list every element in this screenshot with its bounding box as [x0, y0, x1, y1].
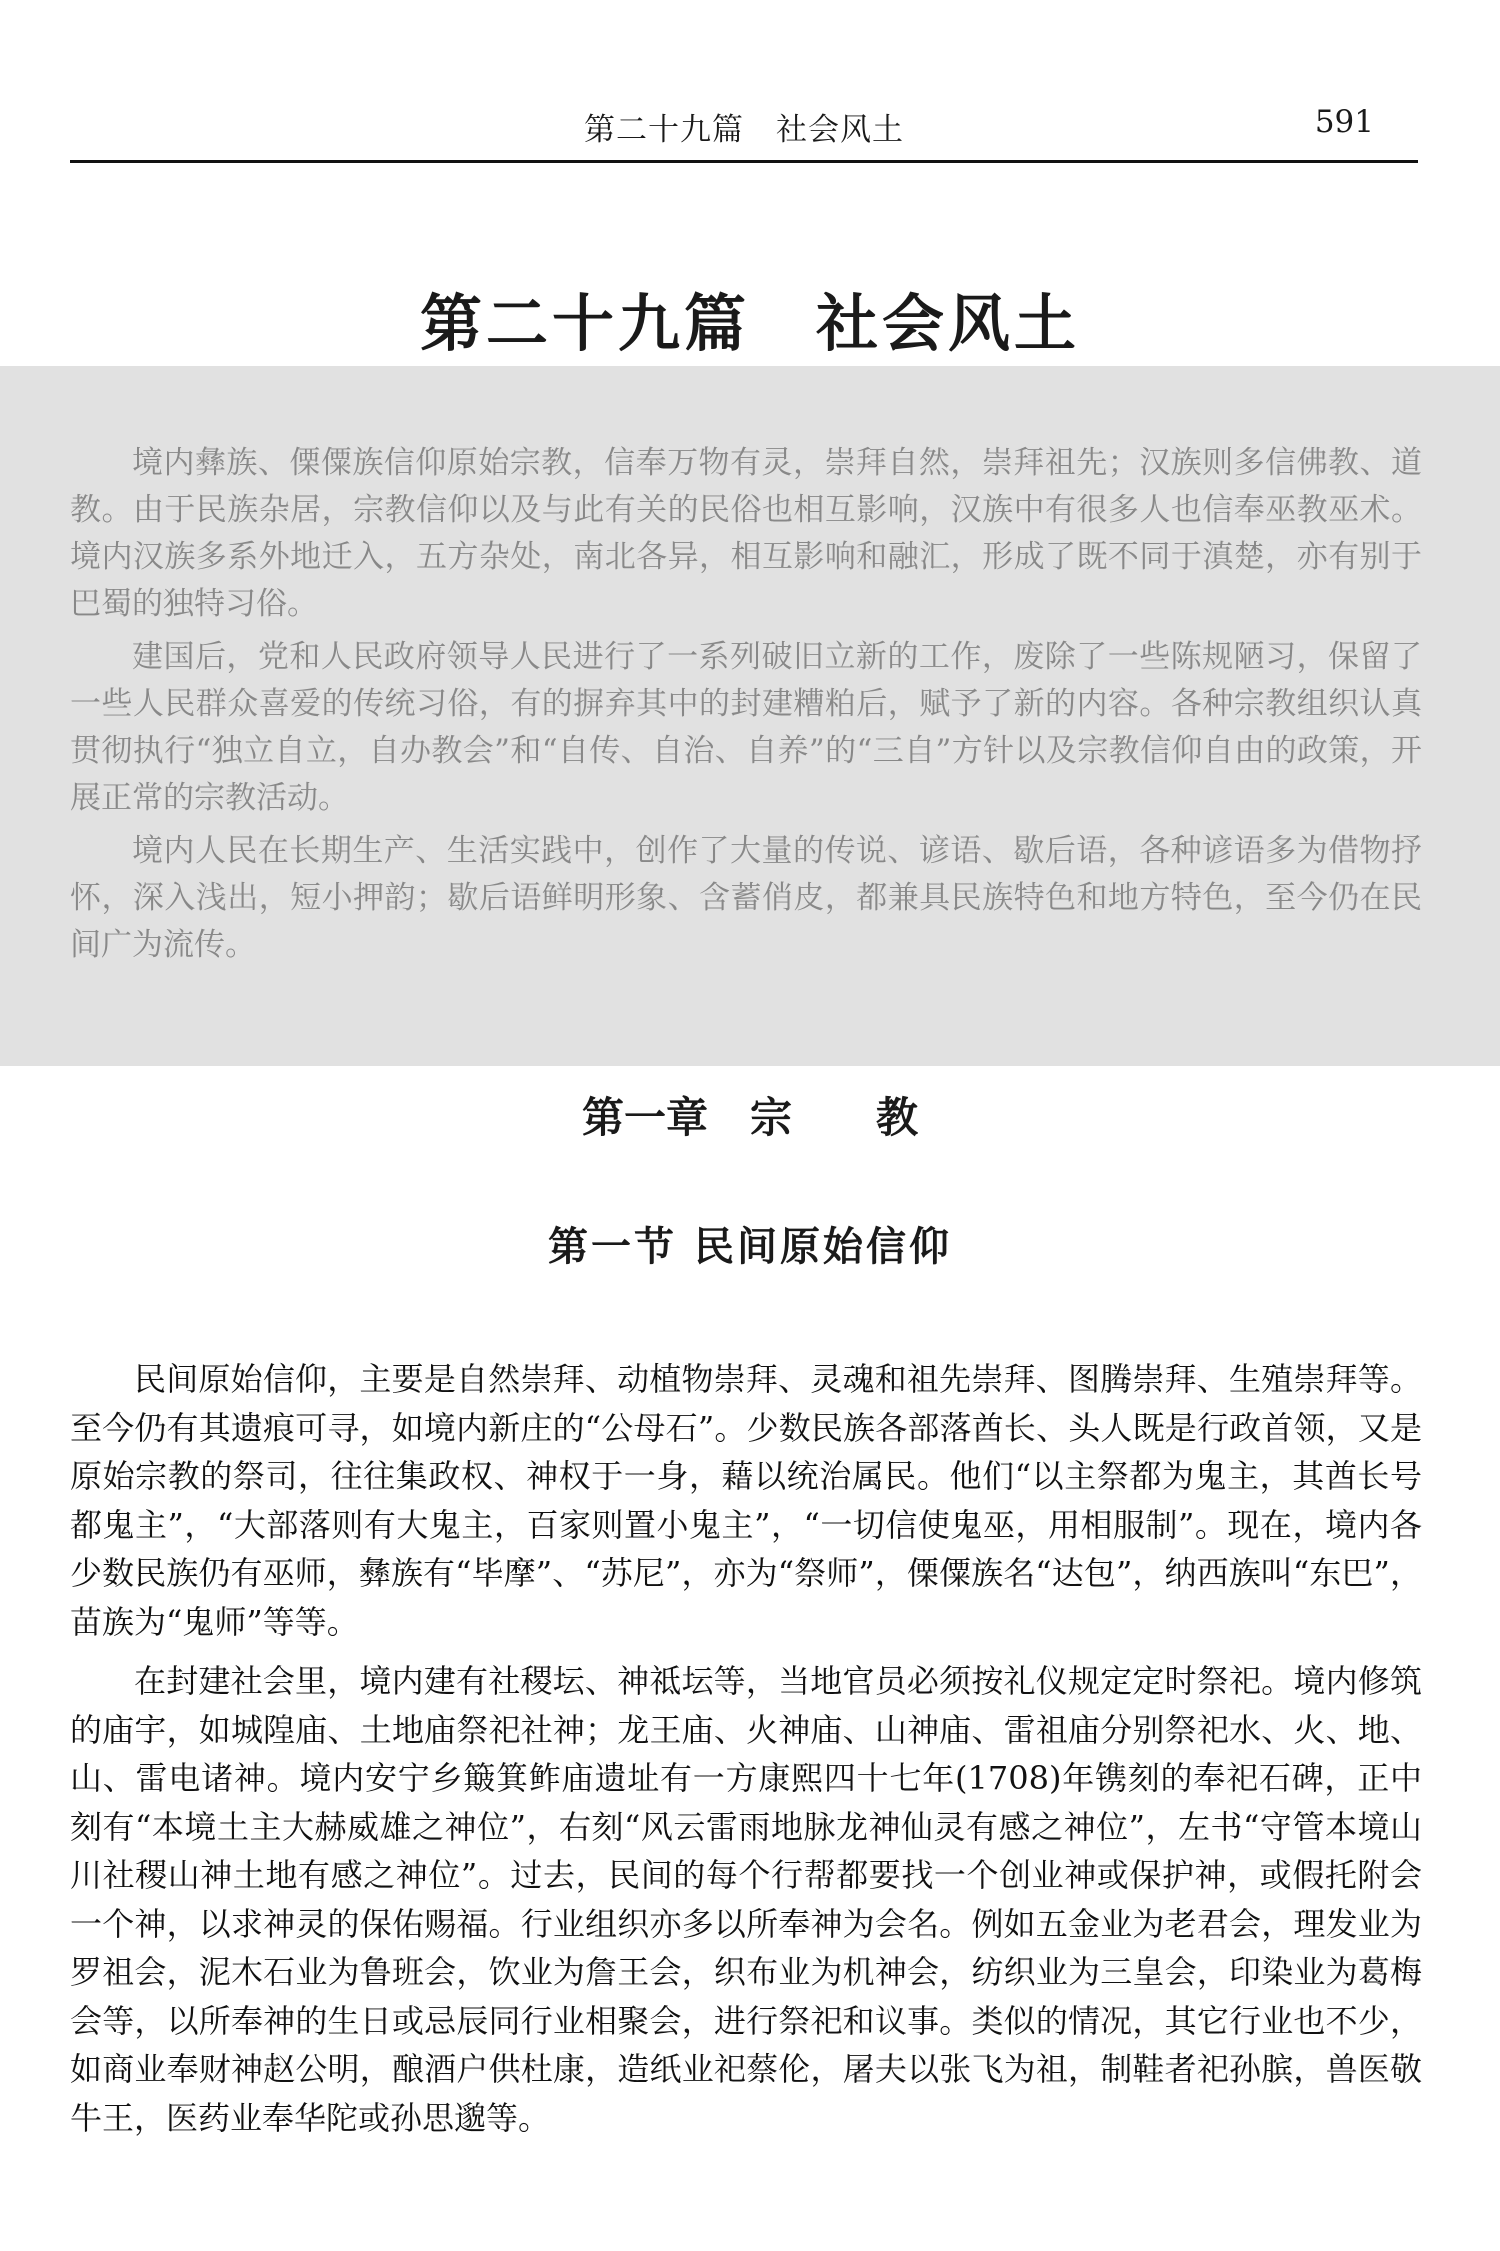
- body-paragraph: 在封建社会里，境内建有社稷坛、神祗坛等，当地官员必须按礼仪规定定时祭祀。境内修筑的庙宇，如城隍庙、土地庙祭祀社神；龙王庙、火神庙、山神庙、雷祖庙分别祭祀水、火、地、山、雷电诸神。境内安宁乡簸箕鲊庙遗址有一方康熙四十七年(1708)年镌刻的奉祀石碑，正中刻有“本境土主大赫威雄之神位”，右刻“风云雷雨地脉龙神仙灵有感之神位”，左书“守管本境山川社稷山神土地有感之神位”。过去，民间的每个行帮都要找一个创业神或保护神，或假托附会一个神，以求神灵的保佑赐福。行业组织亦多以所奉神为会名。例如五金业为老君会，理发业为罗祖会，泥木石业为鲁班会，饮业为詹王会，织布业为机神会，纺织业为三皇会，印染业为葛梅会等，以所奉神的生日或忌辰同行业相聚会，进行祭祀和议事。类似的情况，其它行业也不少，如商业奉财神赵公明，酿酒户供杜康，造纸业祀蔡伦，屠夫以张飞为祖，制鞋者祀孙膑，兽医敬牛王，医药业奉华陀或孙思邈等。: [70, 1662, 1422, 2137]
- running-title: 第二十九篇 社会风土: [584, 112, 904, 148]
- running-header: [70, 98, 1418, 163]
- intro-paragraph: 境内人民在长期生产、生活实践中，创作了大量的传说、谚语、歇后语，各种谚语多为借物抒怀，深入浅出，短小押韵；歇后语鲜明形象、含蓄俏皮，都兼具民族特色和地方特色，至今仍在民间广为流传。: [70, 833, 1422, 963]
- part-title: 第二十九篇 社会风土: [419, 287, 1080, 360]
- intro-text: [70, 440, 1422, 969]
- body-text: [70, 1355, 1422, 2142]
- section-title: 第一节 民间原始信仰: [548, 1223, 952, 1270]
- intro-paragraph: 建国后，党和人民政府领导人民进行了一系列破旧立新的工作，废除了一些陈规陋习，保留了一些人民群众喜爱的传统习俗，有的摒弃其中的封建糟粕后，赋予了新的内容。各种宗教组织认真贯彻执行“独立自立，自办教会”和“自传、自治、自养”的“三自”方针以及宗教信仰自由的政策，开展正常的宗教活动。: [70, 639, 1422, 816]
- intro-paragraph: 境内彝族、傈僳族信仰原始宗教，信奉万物有灵，崇拜自然，崇拜祖先；汉族则多信佛教、道教。由于民族杂居，宗教信仰以及与此有关的民俗也相互影响，汉族中有很多人也信奉巫教巫术。境内汉族多系外地迁入，五方杂处，南北各异，相互影响和融汇，形成了既不同于滇楚，亦有别于巴蜀的独特习俗。: [70, 445, 1422, 622]
- body-paragraph: 民间原始信仰，主要是自然崇拜、动植物崇拜、灵魂和祖先崇拜、图腾崇拜、生殖崇拜等。至今仍有其遗痕可寻，如境内新庄的“公母石”。少数民族各部落酋长、头人既是行政首领，又是原始宗教的祭司，往往集政权、神权于一身，藉以统治属民。他们“以主祭都为鬼主，其酋长号都鬼主”，“大部落则有大鬼主，百家则置小鬼主”，“一切信使鬼巫，用相服制”。现在，境内各少数民族仍有巫师，彝族有“毕摩”、“苏尼”，亦为“祭师”，傈僳族名“达包”，纳西族叫“东巴”，苗族为“鬼师”等等。: [70, 1360, 1422, 1641]
- page-number: 591: [1314, 104, 1374, 140]
- chapter-title: 第一章 宗 教: [581, 1093, 918, 1142]
